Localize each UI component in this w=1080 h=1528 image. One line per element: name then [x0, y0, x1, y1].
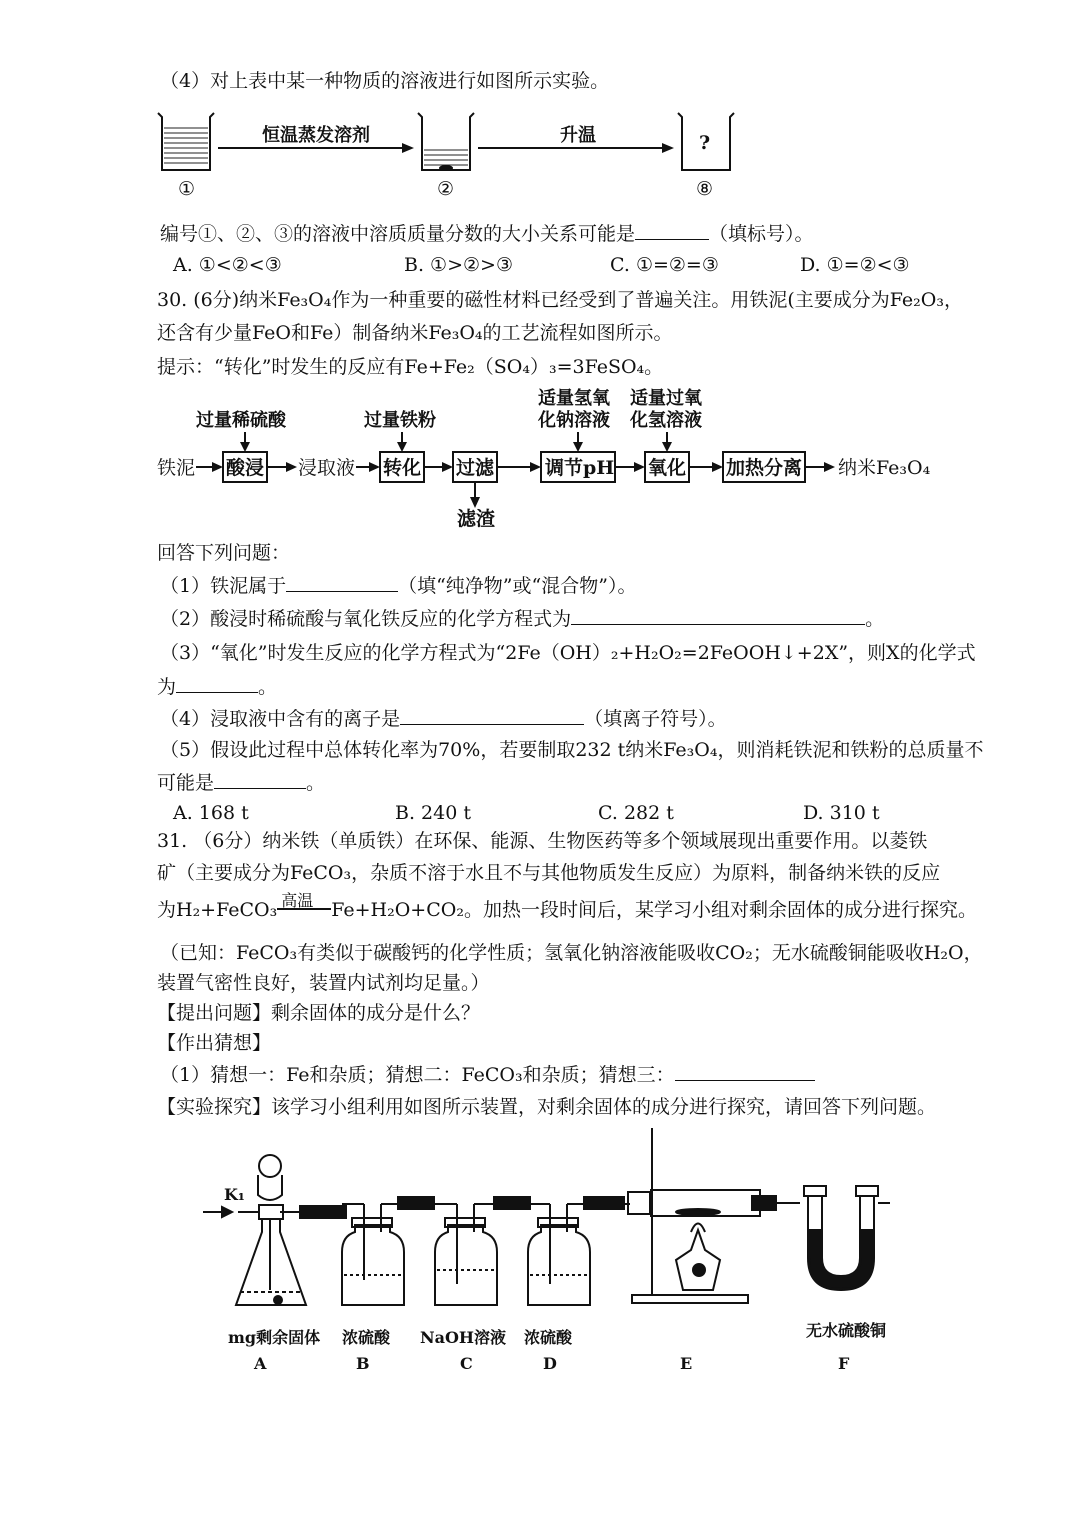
beaker-label-3: ⑧: [696, 178, 714, 200]
q30-q3-line2: 为 。: [157, 676, 278, 698]
q30-option-a: A. 168 t: [173, 802, 249, 824]
q31-stem-2: 矿（主要成分为FeCO₃，杂质不溶于水且不与其他物质发生反应）为原料，制备纳米铁的反应: [157, 862, 941, 884]
q31-ask: 【提出问题】剩余固体的成分是什么？: [157, 1002, 481, 1024]
q30-q4: （4）浸取液中含有的离子是 （填离子符号）。: [160, 708, 727, 730]
flow-label-heat-separate: 加热分离: [726, 457, 803, 479]
u-tube-f: [804, 1186, 890, 1290]
flow-residue: 滤渣: [457, 508, 496, 530]
q30-q5-line1: （5）假设此过程中总体转化率为70%，若要制取232 t纳米Fe₃O₄，则消耗铁泥和铁粉的总质量不: [160, 739, 984, 761]
label-f: 无水硫酸铜: [806, 1321, 887, 1340]
label-b: 浓硫酸: [342, 1328, 391, 1347]
flow-start: 铁泥: [157, 457, 196, 479]
flow-label-acid-leach: 酸浸: [226, 457, 265, 479]
q4-question: 编号①、②、③的溶液中溶质质量分数的大小关系可能是 （填标号）。: [160, 223, 814, 245]
q30-q5-line2: 可能是 。: [157, 772, 326, 794]
label-c: NaOH溶液: [420, 1328, 507, 1347]
bottle-c: [435, 1204, 535, 1305]
letter-f: F: [838, 1354, 850, 1373]
step-heat: 升温: [560, 125, 596, 146]
q30-q2: （2）酸浸时稀硫酸与氧化铁反应的化学方程式为 。: [160, 608, 885, 630]
q4-intro: （4）对上表中某一种物质的溶液进行如图所示实验。: [160, 70, 610, 92]
q31-known-2: 装置气密性良好，装置内试剂均足量。）: [157, 972, 490, 994]
flow-label-convert: 转化: [383, 457, 422, 479]
bottle-b: [342, 1204, 440, 1305]
q30-option-c: C. 282 t: [598, 802, 674, 824]
tube-e: [628, 1128, 800, 1303]
bottle-d: [528, 1204, 630, 1305]
letter-c: C: [460, 1354, 473, 1373]
q30-q1: （1）铁泥属于 （填“纯净物”或“混合物”）。: [160, 575, 637, 597]
flow-label-filter: 过滤: [456, 457, 495, 479]
letter-d: D: [543, 1354, 557, 1373]
q4-option-c: C. ①=②=③: [610, 254, 719, 276]
q31-guess-title: 【作出猜想】: [157, 1032, 272, 1054]
q4-option-b: B. ①>②>③: [404, 254, 513, 276]
reagent-iron: 过量铁粉: [364, 410, 436, 431]
letter-a: A: [254, 1354, 267, 1373]
question-mark: ?: [699, 132, 711, 154]
label-d: 浓硫酸: [524, 1328, 573, 1347]
reaction-condition: 高温: [281, 891, 314, 910]
flow-label-oxidize: 氧化: [648, 457, 687, 479]
q30-q3-line1: （3）“氧化”时发生反应的化学方程式为“2Fe（OH）₂+H₂O₂=2FeOOH↓+2X”，则X的化学式: [160, 642, 976, 664]
label-a: mg剩余固体: [228, 1328, 321, 1347]
q31-explore: 【实验探究】该学习小组利用如图所示装置，对剩余固体的成分进行探究，请回答下列问题。: [157, 1096, 937, 1118]
beaker-2: [418, 113, 474, 171]
q30-stem-1: 30. (6分)纳米Fe₃O₄作为一种重要的磁性材料已经受到了普遍关注。用铁泥(主要成分为Fe₂O₃，: [157, 289, 963, 311]
q31-known-1: （已知：FeCO₃有类似于碳酸钙的化学性质；氢氧化钠溶液能吸收CO₂；无水硫酸铜能吸收H₂O，: [160, 942, 983, 964]
beaker-label-2: ②: [437, 178, 455, 200]
q4-option-d: D. ①=②<③: [800, 254, 910, 276]
q31-guess: （1）猜想一：Fe和杂质；猜想二：FeCO₃和杂质；猜想三：: [160, 1062, 815, 1088]
q31-stem-1: 31. （6分）纳米铁（单质铁）在环保、能源、生物医药等多个领域展现出重要作用。以菱铁: [157, 830, 928, 852]
reagent-acid: 过量稀硫酸: [196, 410, 286, 431]
reagent-naoh-2: 化钠溶液: [538, 410, 610, 431]
q30-tip: 提示：“转化”时发生的反应有Fe+Fe₂（SO₄）₃=3FeSO₄。: [157, 356, 664, 378]
q31-stem-3: 为H₂+FeCO₃ 高温 Fe+H₂O+CO₂。加热一段时间后，某学习小组对剩余固体的成分进行探究。: [157, 897, 977, 923]
flask-a: [203, 1155, 342, 1305]
flow-label-adjust-ph: 调节pH: [545, 457, 615, 479]
beaker-1: [158, 113, 214, 170]
q30-answer-intro: 回答下列问题：: [157, 542, 291, 564]
flow-end: 纳米Fe₃O₄: [838, 457, 931, 479]
q30-option-b: B. 240 t: [395, 802, 471, 824]
reagent-h2o2-1: 适量过氧: [630, 388, 702, 409]
letter-b: B: [356, 1354, 370, 1373]
beaker-label-1: ①: [178, 178, 196, 200]
q30-option-d: D. 310 t: [803, 802, 880, 824]
q30-stem-2: 还含有少量FeO和Fe）制备纳米Fe₃O₄的工艺流程如图所示。: [157, 322, 673, 344]
q4-option-a: A. ①<②<③: [173, 254, 282, 276]
letter-e: E: [680, 1354, 693, 1373]
step-evaporate: 恒温蒸发溶剂: [262, 125, 370, 146]
apparatus: [203, 1128, 890, 1305]
reagent-naoh-1: 适量氢氧: [538, 388, 610, 409]
valve-k1-label: K₁: [224, 1185, 245, 1204]
flow-leachate: 浸取液: [298, 457, 356, 479]
reagent-h2o2-2: 化氢溶液: [630, 410, 702, 431]
